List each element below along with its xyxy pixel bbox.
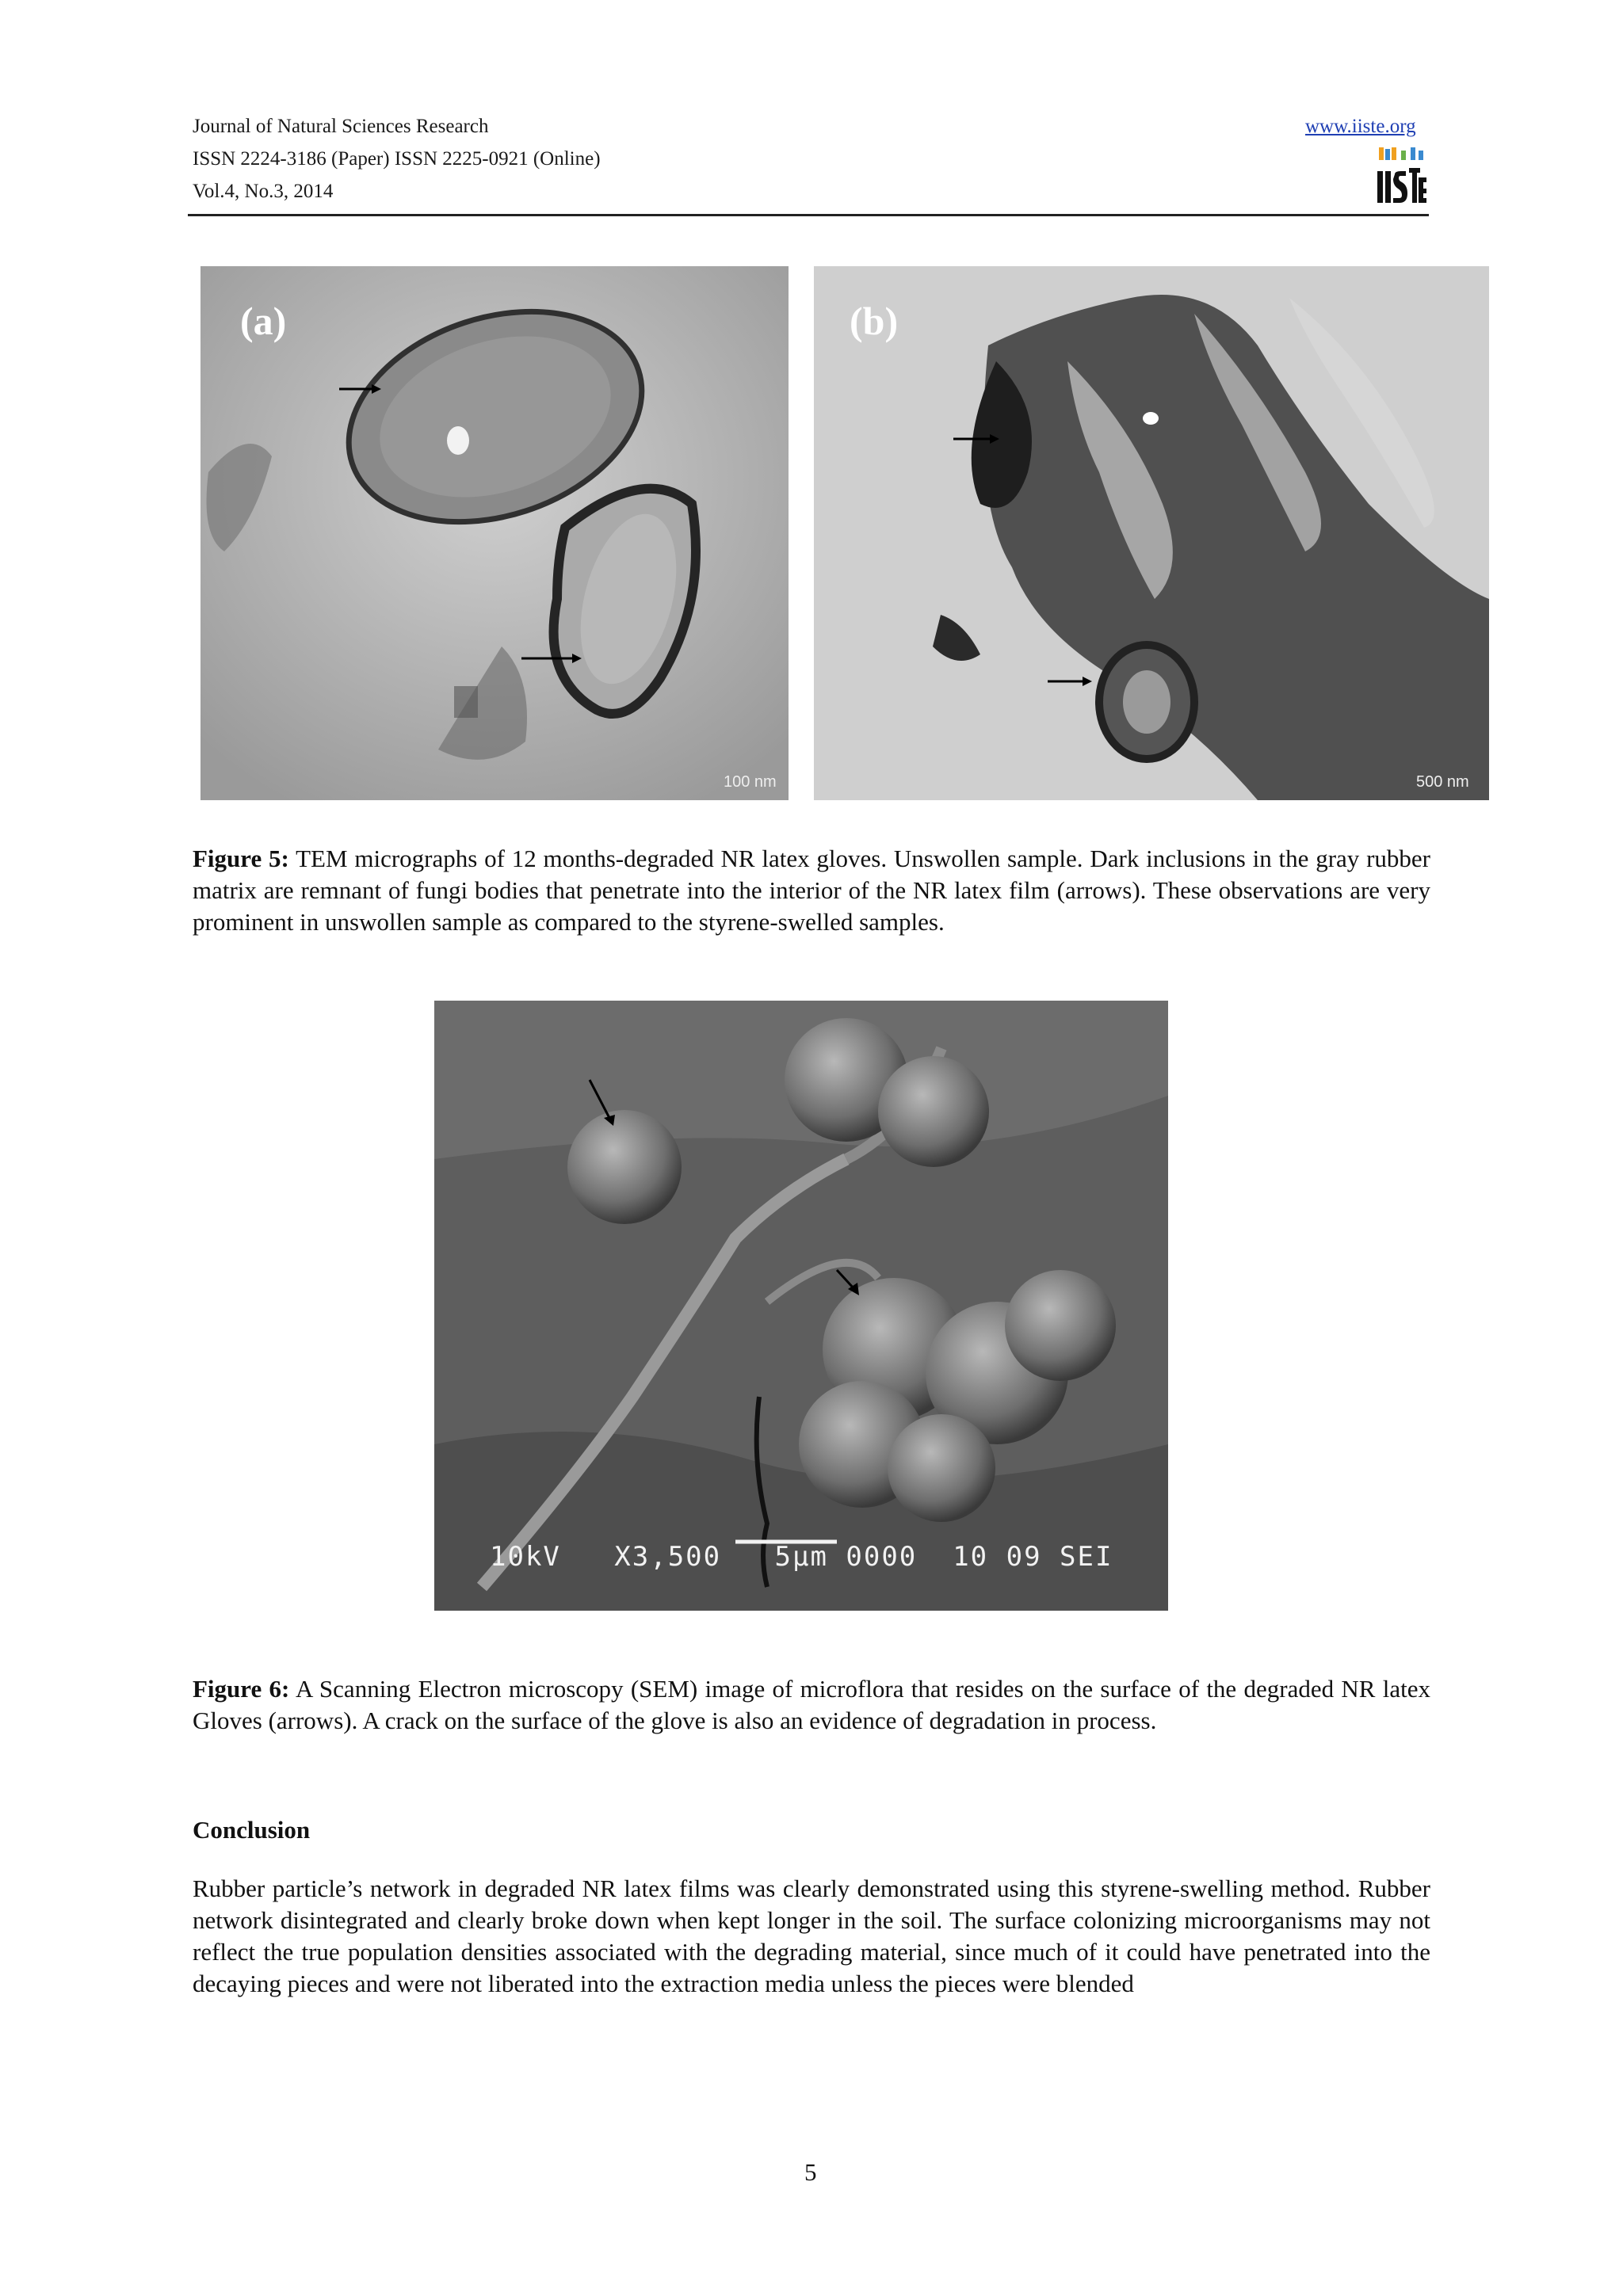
conclusion-text: Rubber particle’s network in degraded NR latex films was clearly demonstrated using this styrene-swelling method. Rubber network disintegrated and clearly broke down when kept longer in the soil. The surface colonizing microorganisms may not reflect the true population densities associated with the degrading material, since much of it could have penetrated into the decaying pieces and were not liberated into the extraction media unless the pieces were blended [193,1875,1430,1997]
figure5-caption-text: TEM micrographs of 12 months-degraded NR latex gloves. Unswollen sample. Dark inclusions in the gray rubber matrix are remnant of fungi bodies that penetrate into the interior of the NR latex film (arrows). These observations are very prominent in unswollen sample as compared to the styrene-swelled samples. [193,845,1430,936]
figure5-panel-b [814,266,1489,800]
iiste-logo [1374,147,1428,208]
sem-micrograph [434,1001,1168,1611]
figure6-sem-image [434,1001,1168,1611]
journal-title: Journal of Natural Sciences Research [193,116,489,137]
panel-b-scale-label: 500 nm [1416,773,1469,791]
panel-b-label: (b) [850,299,899,343]
panel-a-label: (a) [240,299,287,343]
website-link[interactable]: www.iiste.org [1305,116,1416,137]
tem-micrograph-a [200,266,789,800]
header-rule [188,214,1429,216]
page-number: 5 [804,2158,817,2186]
tem-micrograph-b [814,266,1489,800]
figure5-panel-a [200,266,789,800]
figure6-caption-text: A Scanning Electron microscopy (SEM) image of microflora that resides on the surface of the degraded NR latex Gloves (arrows). A crack on the surface of the glove is also an evidence of degradation in process. [193,1675,1430,1734]
figure6-caption [193,1673,1430,1737]
figure6-caption-label: Figure 6: [193,1675,290,1703]
figure5-caption [193,843,1430,938]
figure5-caption-label: Figure 5: [193,845,289,872]
issn-line: ISSN 2224-3186 (Paper) ISSN 2225-0921 (Online) [193,148,601,170]
sem-info-bar: 10kV X3,500 5µm 0000 10 09 SEI [490,1541,1113,1573]
conclusion-heading: Conclusion [193,1816,311,1844]
panel-a-scale-label: 100 nm [724,773,777,791]
volume-line: Vol.4, No.3, 2014 [193,181,334,202]
